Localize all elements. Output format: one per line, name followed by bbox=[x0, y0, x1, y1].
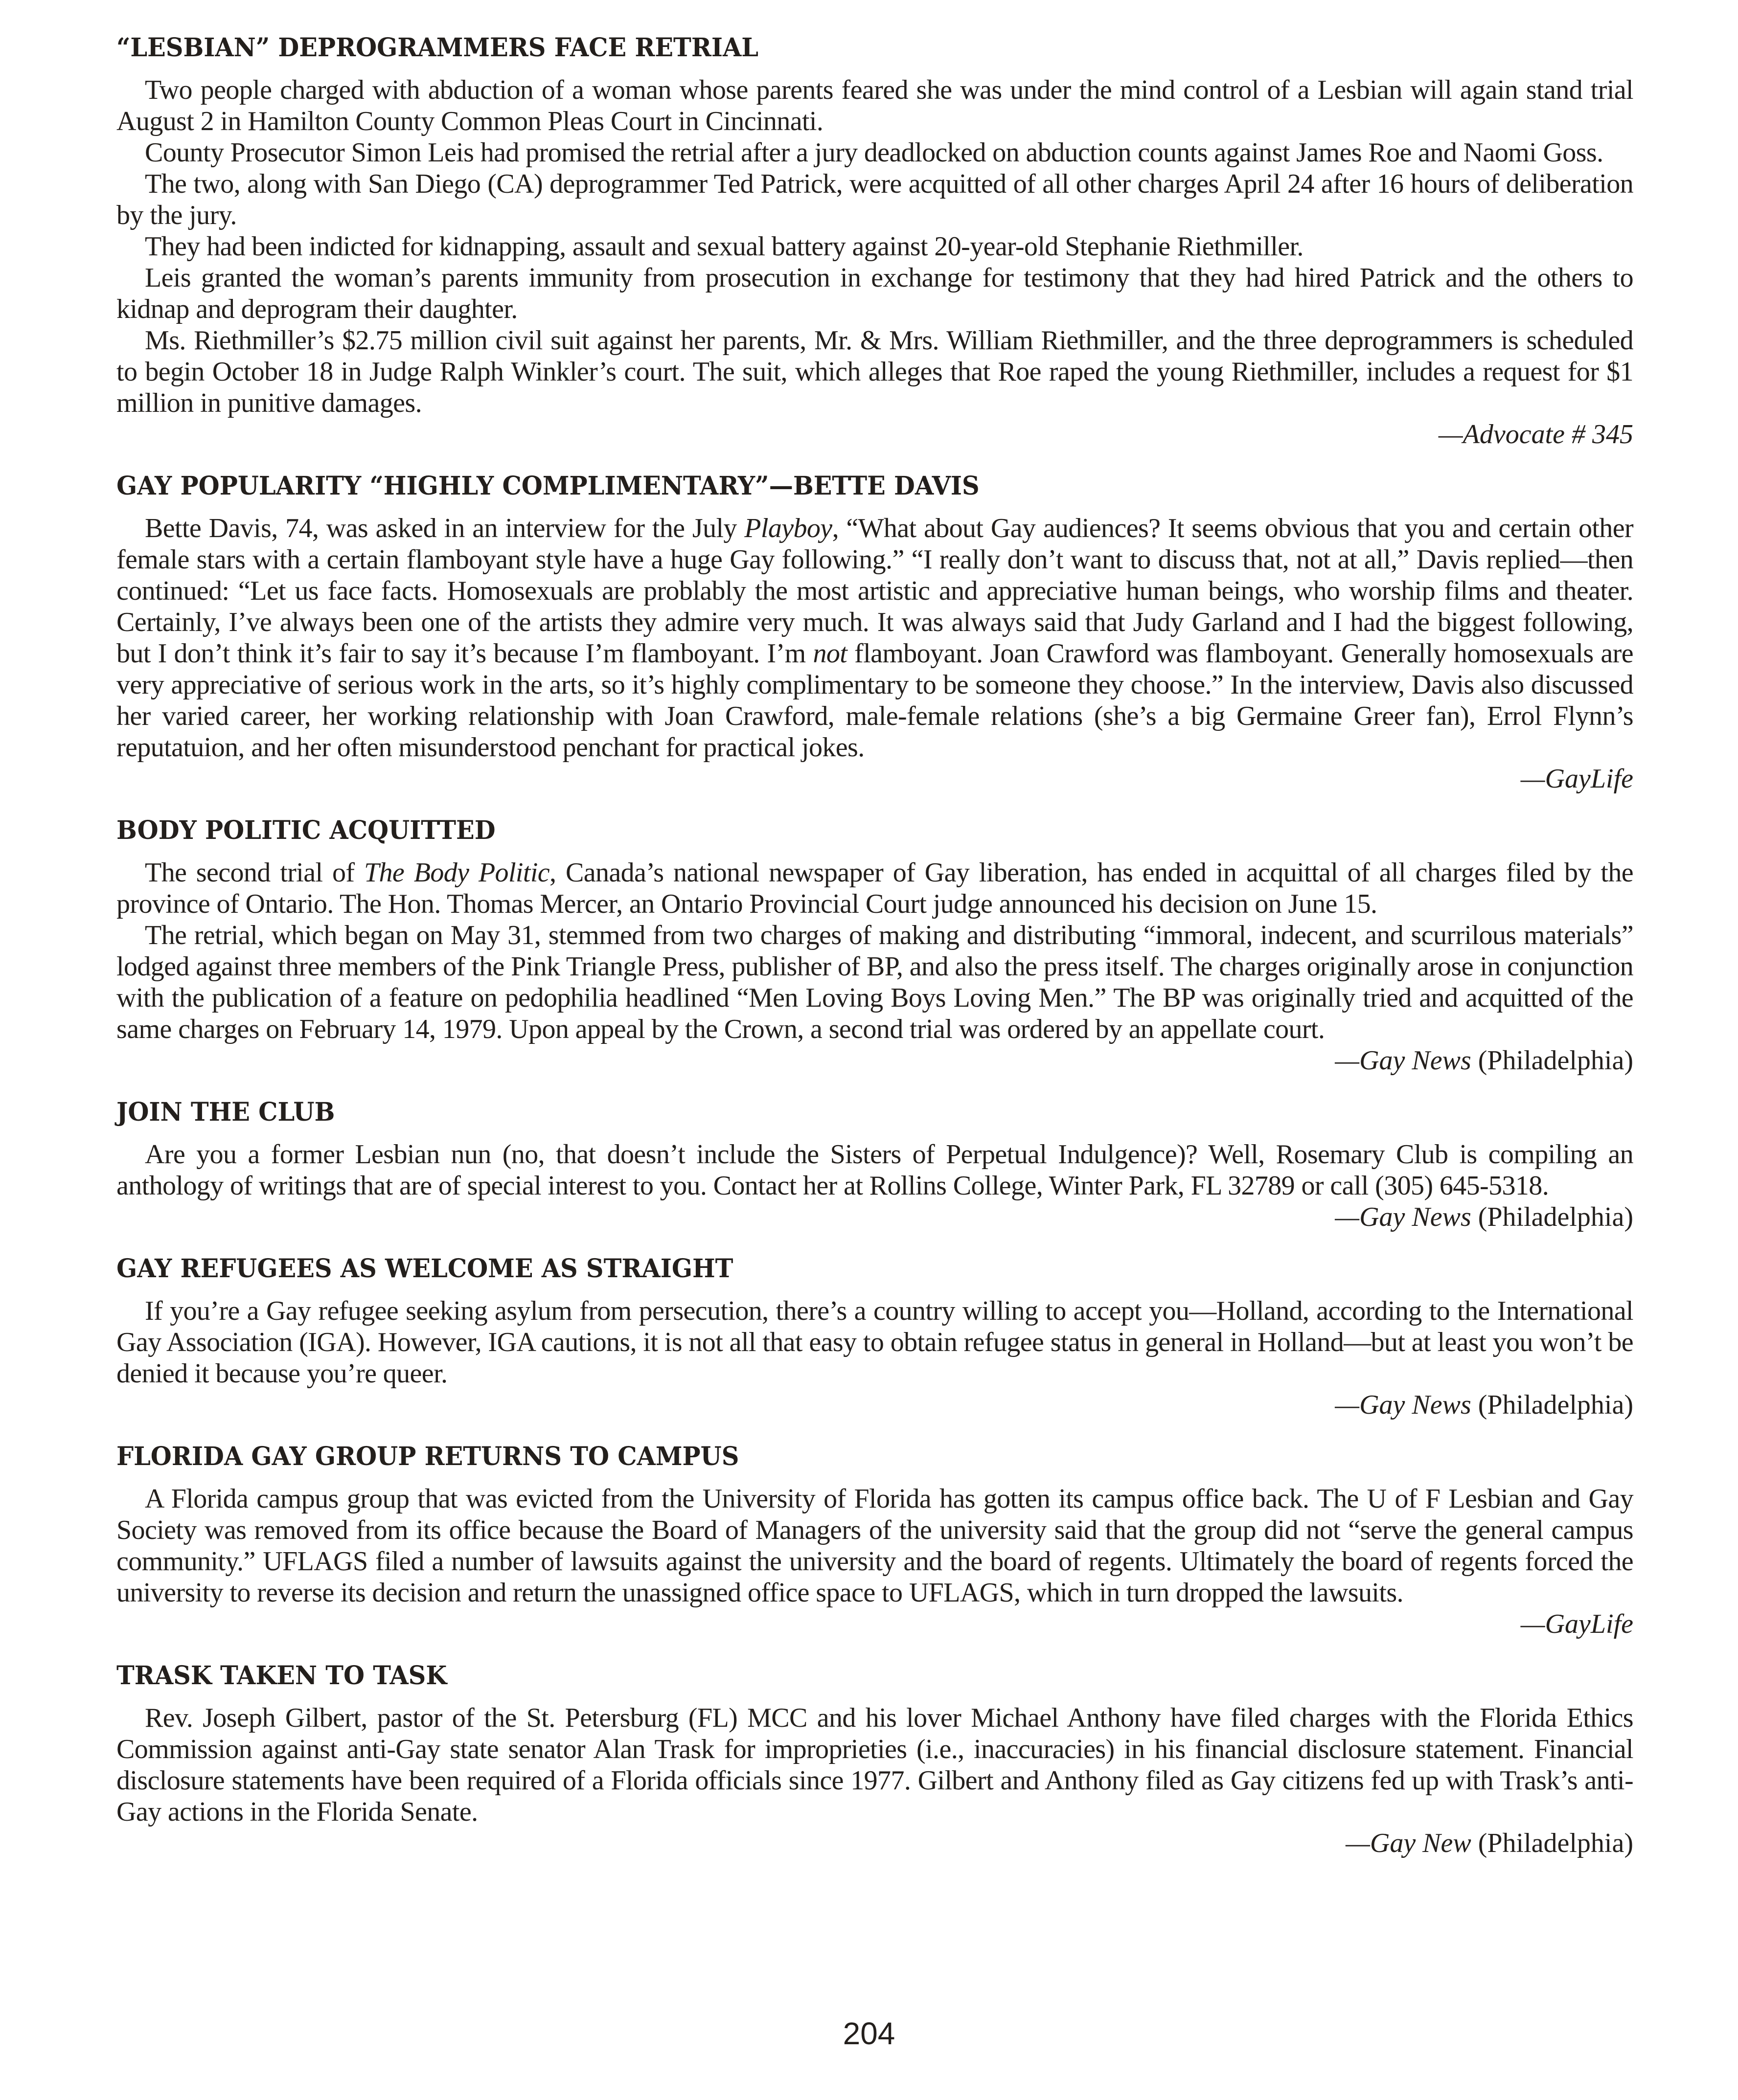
article-heading: GAY POPULARITY “HIGHLY COMPLIMENTARY”—BETTE DAVIS bbox=[116, 471, 980, 501]
text-run: , “What about Gay audiences? It seems obvious that you and certain other female stars with a certain flamboyant style have a huge Gay following.” “I really don’t want to discuss that, not at all,” Davis replied—then continued: “Let us face facts. Homosexuals are problably the most artistic and appreciative human beings, who worship films and theater. Certainly, I’ve always been one of the artists they admire very much. It was always said that Judy Garland and I had the biggest following, but I don’t think it’s fair to say it’s because I’m flamboyant. I’m bbox=[116, 513, 1634, 669]
source-location: (Philadelphia) bbox=[1471, 1390, 1633, 1420]
italic-text: Playboy bbox=[744, 513, 832, 543]
article-paragraph bbox=[116, 920, 1633, 1045]
article-paragraph bbox=[116, 1483, 1633, 1608]
text-run: The retrial, which began on May 31, stemmed from two charges of making and distributing “immoral, indecent, and scurrilous materials” lodged against three members of the Pink Triangle Press, publisher of BP, and also the press itself. The charges originally arose in conjunction with the publication of a feature on pedophilia headlined “Men Loving Boys Loving Men.” The BP was originally tried and acquitted of the same charges on February 14, 1979. Upon appeal by the Crown, a second trial was ordered by an appellate court. bbox=[116, 920, 1633, 1044]
source-location: (Philadelphia) bbox=[1471, 1828, 1633, 1858]
source-publication: —GayLife bbox=[1520, 1609, 1633, 1639]
article-source bbox=[116, 763, 1633, 794]
source-location: (Philadelphia) bbox=[1471, 1202, 1633, 1232]
article-paragraph bbox=[116, 325, 1633, 419]
source-publication: —Gay News bbox=[1335, 1202, 1471, 1232]
article-heading: TRASK TAKEN TO TASK bbox=[116, 1661, 447, 1691]
article-paragraph bbox=[116, 857, 1633, 920]
article-heading: FLORIDA GAY GROUP RETURNS TO CAMPUS bbox=[116, 1442, 739, 1471]
article bbox=[116, 1658, 1633, 1877]
source-location: (Philadelphia) bbox=[1471, 1045, 1633, 1076]
text-run: Two people charged with abduction of a woman whose parents feared she was under the mind control of a Lesbian will again stand trial August 2 in Hamilton County Common Pleas Court in Cincinnati. bbox=[116, 75, 1633, 136]
article bbox=[116, 1095, 1633, 1251]
article-heading: JOIN THE CLUB bbox=[116, 1097, 335, 1127]
source-publication: —Gay News bbox=[1335, 1045, 1471, 1076]
article-heading: BODY POLITIC ACQUITTED bbox=[116, 815, 496, 845]
source-publication: —Gay New bbox=[1346, 1828, 1471, 1858]
section-spacer bbox=[116, 1076, 1633, 1095]
article-source bbox=[116, 1045, 1633, 1076]
text-run: County Prosecutor Simon Leis had promised the retrial after a jury deadlocked on abduction counts against James Roe and Naomi Goss. bbox=[145, 137, 1603, 168]
text-run: Ms. Riethmiller’s $2.75 million civil suit against her parents, Mr. & Mrs. William Riethmiller, and the three deprogrammers is scheduled to begin October 18 in Judge Ralph Winkler’s court. The suit, which alleges that Roe raped the young Riethmiller, includes a request for $1 million in punitive damages. bbox=[116, 325, 1633, 418]
text-run: Are you a former Lesbian nun (no, that doesn’t include the Sisters of Perpetual Indulgence)? Well, Rosemary Club is compiling an anthology of writings that are of special interest to you. Contact her at Rollins College, Winter Park, FL 32789 or call (305) 645-5318. bbox=[116, 1139, 1633, 1201]
section-spacer bbox=[116, 450, 1633, 469]
article-source bbox=[116, 1608, 1633, 1640]
page-number: 204 bbox=[843, 2016, 895, 2051]
article-paragraph bbox=[116, 513, 1633, 763]
section-spacer bbox=[116, 1859, 1633, 1877]
text-run: The two, along with San Diego (CA) deprogrammer Ted Patrick, were acquitted of all other charges April 24 after 16 hours of deliberation by the jury. bbox=[116, 169, 1633, 230]
italic-text: not bbox=[813, 638, 847, 669]
text-run: , Canada’s national newspaper of Gay liberation, has ended in acquittal of all charges filed by the province of Ontario. The Hon. Thomas Mercer, an Ontario Provincial Court judge announced his decision on June 15. bbox=[116, 858, 1633, 919]
source-publication: —GayLife bbox=[1520, 764, 1633, 794]
article-paragraph bbox=[116, 168, 1633, 231]
article-paragraph bbox=[116, 231, 1633, 262]
article-paragraph bbox=[116, 1139, 1633, 1201]
article-paragraph bbox=[116, 1702, 1633, 1828]
text-run: They had been indicted for kidnapping, assault and sexual battery against 20-year-old Stephanie Riethmiller. bbox=[145, 231, 1304, 262]
section-spacer bbox=[116, 1640, 1633, 1658]
section-spacer bbox=[116, 1421, 1633, 1439]
article-heading: “LESBIAN” DEPROGRAMMERS FACE RETRIAL bbox=[116, 33, 759, 63]
article bbox=[116, 469, 1633, 813]
text-run: Rev. Joseph Gilbert, pastor of the St. Petersburg (FL) MCC and his lover Michael Anthony have filed charges with the Florida Ethics Commission against anti-Gay state senator Alan Trask for improprieties (i.e., inaccuracies) in his financial disclosure statement. Financial disclosure statements have been required of a Florida officials since 1977. Gilbert and Anthony filed as Gay citizens fed up with Trask’s anti-Gay actions in the Florida Senate. bbox=[116, 1703, 1633, 1827]
text-run: If you’re a Gay refugee seeking asylum from persecution, there’s a country willing to accept you—Holland, according to the International Gay Association (IGA). However, IGA cautions, it is not all that easy to obtain refugee status in general in Holland—but at least you won’t be denied it because you’re queer. bbox=[116, 1296, 1633, 1389]
article bbox=[116, 1439, 1633, 1658]
text-run: Leis granted the woman’s parents immunity from prosecution in exchange for testimony that they had hired Patrick and the others to kidnap and deprogram their daughter. bbox=[116, 263, 1633, 324]
article-paragraph bbox=[116, 262, 1633, 325]
italic-text: The Body Politic bbox=[364, 858, 550, 888]
article-source bbox=[116, 419, 1633, 450]
article bbox=[116, 30, 1633, 469]
article-source bbox=[116, 1201, 1633, 1233]
section-spacer bbox=[116, 1233, 1633, 1251]
text-run: Bette Davis, 74, was asked in an interview for the July bbox=[145, 513, 745, 543]
text-run: flamboyant. Joan Crawford was flamboyant. Generally homosexuals are very appreciative of serious work in the arts, so it’s highly complimentary to be someone they choose.” In the interview, Davis also discussed her varied career, her working relationship with Joan Crawford, male-female relations (she’s a big Germaine Greer fan), Errol Flynn’s reputatuion, and her often misunderstood penchant for practical jokes. bbox=[116, 638, 1633, 763]
source-publication: —Advocate # 345 bbox=[1438, 419, 1633, 450]
text-run: The second trial of bbox=[145, 858, 364, 888]
article-heading: GAY REFUGEES AS WELCOME AS STRAIGHT bbox=[116, 1254, 733, 1284]
article-paragraph bbox=[116, 137, 1633, 168]
article-source bbox=[116, 1389, 1633, 1421]
article bbox=[116, 1251, 1633, 1439]
article-paragraph bbox=[116, 74, 1633, 137]
article bbox=[116, 813, 1633, 1095]
source-publication: —Gay News bbox=[1335, 1390, 1471, 1420]
article-paragraph bbox=[116, 1295, 1633, 1389]
section-spacer bbox=[116, 794, 1633, 813]
article-source bbox=[116, 1828, 1633, 1859]
text-run: A Florida campus group that was evicted from the University of Florida has gotten its campus office back. The U of F Lesbian and Gay Society was removed from its office because the Board of Managers of the university said that the group did not “serve the general campus community.” UFLAGS filed a number of lawsuits against the university and the board of regents. Ultimately the board of regents forced the university to reverse its decision and return the unassigned office space to UFLAGS, which in turn dropped the lawsuits. bbox=[116, 1484, 1633, 1608]
document-page bbox=[116, 30, 1633, 1877]
